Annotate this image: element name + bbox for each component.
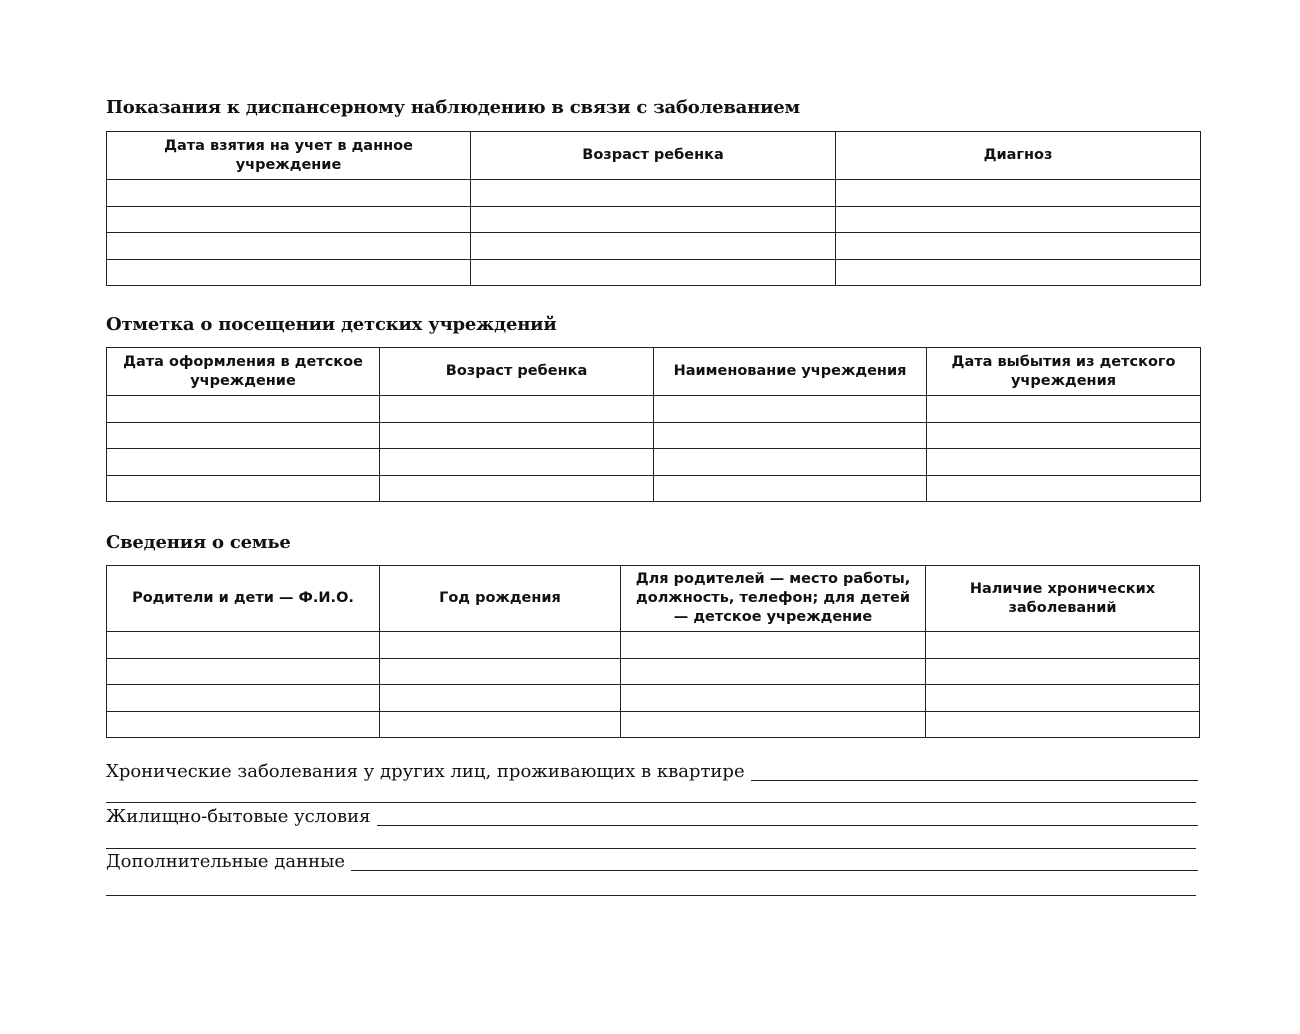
living-conditions-input[interactable] (377, 824, 1198, 826)
table-cell[interactable] (380, 422, 654, 449)
table-cell[interactable] (380, 396, 654, 423)
table-row (107, 233, 1201, 260)
table-cell[interactable] (107, 711, 380, 738)
table-header-row (107, 566, 1200, 632)
table-row (107, 685, 1200, 712)
living-conditions-label: Жилищно-бытовые условия (106, 806, 371, 827)
table-header-row (107, 132, 1201, 180)
table-cell[interactable] (107, 180, 471, 207)
table-cell[interactable] (471, 180, 836, 207)
table-row (107, 475, 1201, 502)
table-cell[interactable] (471, 233, 836, 260)
table-row (107, 632, 1200, 659)
column-header-departure-date: Дата выбытия из детского учреждения (927, 348, 1201, 396)
dispensary-table (106, 131, 1201, 286)
column-header-birth-year: Год рождения (380, 566, 621, 632)
table-cell[interactable] (621, 658, 926, 685)
table-cell[interactable] (654, 475, 927, 502)
table-cell[interactable] (107, 396, 380, 423)
table-cell[interactable] (836, 259, 1201, 286)
table-row (107, 422, 1201, 449)
living-conditions-field (106, 802, 1198, 828)
table-cell[interactable] (926, 685, 1200, 712)
table-header-row (107, 348, 1201, 396)
family-table (106, 565, 1200, 738)
table-row (107, 449, 1201, 476)
table-row (107, 658, 1200, 685)
table-cell[interactable] (107, 658, 380, 685)
dispensary-section-title: Показания к диспансерному наблюдению в связи с заболеванием (106, 97, 800, 118)
table-cell[interactable] (107, 475, 380, 502)
column-header-workplace: Для родителей — место работы, должность, телефон; для детей — детское учреждение (621, 566, 926, 632)
table-cell[interactable] (927, 449, 1201, 476)
additional-data-field (106, 847, 1198, 873)
table-cell[interactable] (836, 233, 1201, 260)
table-cell[interactable] (927, 422, 1201, 449)
table-cell[interactable] (471, 259, 836, 286)
column-header-full-name: Родители и дети — Ф.И.О. (107, 566, 380, 632)
additional-data-input[interactable] (351, 869, 1198, 871)
chronic-others-input[interactable] (751, 779, 1198, 781)
table-cell[interactable] (107, 422, 380, 449)
table-cell[interactable] (621, 685, 926, 712)
table-cell[interactable] (380, 711, 621, 738)
table-cell[interactable] (927, 475, 1201, 502)
table-cell[interactable] (926, 658, 1200, 685)
table-row (107, 711, 1200, 738)
column-header-registration-date: Дата взятия на учет в данное учреждение (107, 132, 471, 180)
table-cell[interactable] (107, 685, 380, 712)
table-cell[interactable] (471, 206, 836, 233)
table-cell[interactable] (380, 475, 654, 502)
column-header-child-age: Возраст ребенка (471, 132, 836, 180)
table-cell[interactable] (380, 685, 621, 712)
table-cell[interactable] (380, 658, 621, 685)
table-cell[interactable] (836, 206, 1201, 233)
table-cell[interactable] (836, 180, 1201, 207)
table-cell[interactable] (107, 449, 380, 476)
table-cell[interactable] (621, 632, 926, 659)
column-header-enrollment-date: Дата оформления в детское учреждение (107, 348, 380, 396)
table-cell[interactable] (654, 449, 927, 476)
table-row (107, 206, 1201, 233)
institutions-section-title: Отметка о посещении детских учреждений (106, 314, 557, 335)
table-cell[interactable] (380, 632, 621, 659)
table-cell[interactable] (654, 396, 927, 423)
table-cell[interactable] (621, 711, 926, 738)
column-header-child-age: Возраст ребенка (380, 348, 654, 396)
table-cell[interactable] (380, 449, 654, 476)
chronic-others-field (106, 757, 1198, 783)
table-cell[interactable] (107, 233, 471, 260)
table-cell[interactable] (926, 632, 1200, 659)
family-section-title: Сведения о семье (106, 532, 291, 553)
additional-data-label: Дополнительные данные (106, 851, 346, 872)
table-cell[interactable] (654, 422, 927, 449)
table-cell[interactable] (927, 396, 1201, 423)
column-header-diagnosis: Диагноз (836, 132, 1201, 180)
table-row (107, 396, 1201, 423)
table-cell[interactable] (926, 711, 1200, 738)
additional-data-continuation-line[interactable] (106, 895, 1196, 896)
table-cell[interactable] (107, 632, 380, 659)
chronic-others-label: Хронические заболевания у других лиц, проживающих в квартире (106, 761, 745, 782)
column-header-chronic-diseases: Наличие хронических заболеваний (926, 566, 1200, 632)
table-row (107, 180, 1201, 207)
column-header-institution-name: Наименование учреждения (654, 348, 927, 396)
table-cell[interactable] (107, 259, 471, 286)
table-cell[interactable] (107, 206, 471, 233)
table-row (107, 259, 1201, 286)
institutions-table (106, 347, 1201, 502)
